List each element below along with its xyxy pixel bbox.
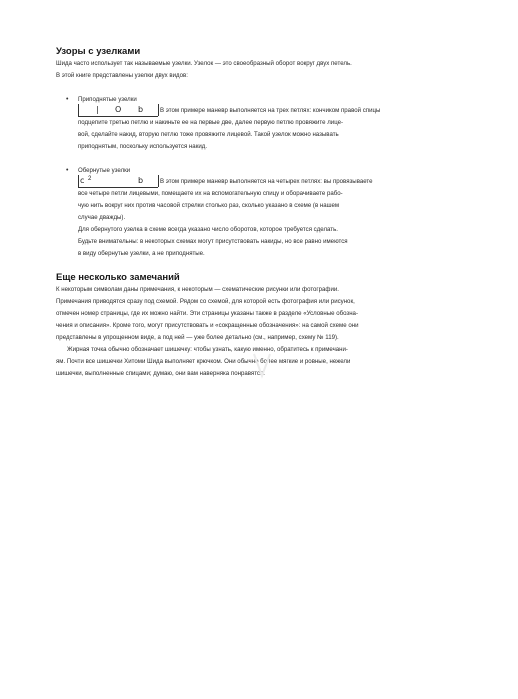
wrapped-text-line-5: Для обернутого узелка в схеме всегда указано число оборотов, которое требуется сделать. [78, 226, 338, 233]
raised-knot-glyph-1: | [96, 105, 99, 114]
wrapped-text-line-6: Будьте внимательны: в некоторых схемах могут присутствовать накиды, но все равно имеются [78, 238, 348, 245]
section-heading-notes: Еще несколько замечаний [56, 272, 180, 283]
intro-line-2: В этой книге представлены узелки двух видов: [56, 72, 188, 79]
bullet-dot: • [66, 96, 69, 103]
wrapped-text-line-1: В этом примере маневр выполняется на четырех петлях: вы провязываете [160, 178, 373, 185]
wrapped-knot-count: 2 [88, 176, 92, 182]
raised-text-line-4: приподнятым, поскольку используется накид. [78, 143, 208, 150]
wrapped-knot-glyph-1: c [80, 176, 85, 185]
bullet-dot: • [66, 167, 69, 174]
raised-knot-symbol [78, 104, 158, 117]
wrapped-text-line-7: в виду обернутые узелки, а не приподнятые. [78, 250, 205, 257]
notes-line-2: Примечания приводятся сразу под схемой. Рядом со схемой, для которой есть фотография или рисунок, [56, 298, 355, 305]
notes-line-4: чения и описания». Кроме того, могут присутствовать и «сокращенные обозначения»: на самой схеме они [56, 322, 359, 329]
notes-line-3: отмечен номер страницы, где их можно найти. Эти страницы указаны также в разделе «Условные обозна- [56, 310, 358, 317]
section-heading-knots: Узоры с узелками [56, 46, 141, 57]
raised-knot-glyph-3: b [138, 105, 144, 114]
wrapped-text-line-2: все четыре петли лицевыми, помещаете их на вспомогательную спицу и оборачиваете рабо- [78, 190, 343, 197]
notes-line-7: ям. Почти все шишечки Хитоми Шида выполняет крючком. Они обычно более мягкие и ровные, нежели [56, 358, 351, 365]
bullet-label-raised: Приподнятые узелки [78, 96, 137, 103]
raised-text-line-1: В этом примере маневр выполняется на трех петлях: кончиком правой спицы [160, 107, 381, 114]
watermark-mark [248, 350, 276, 380]
notes-line-8: шишечки, выполненные спицами; думаю, они вам наверняка понравятся. [56, 370, 265, 377]
bullet-label-wrapped: Обернутые узелки [78, 167, 131, 174]
wrapped-knot-glyph-3: b [138, 176, 144, 185]
notes-line-5: представлены в упрощенном виде, а под ней — уже более детально (см., например, схему № 119). [56, 334, 339, 341]
intro-line-1: Шида часто использует так называемые узелки. Узелок — это своеобразный оборот вокруг двух петель. [56, 60, 352, 67]
raised-knot-glyph-2: O [115, 105, 122, 114]
wrapped-text-line-4: случае дважды). [78, 214, 126, 221]
notes-line-1: К некоторым символам даны примечания, к некоторым — схематические рисунки или фотографии. [56, 286, 339, 293]
raised-text-line-2: подцепите третью петлю и накиньте ее на первые две, далее первую петлю провяжите лице- [78, 119, 344, 126]
wrapped-knot-symbol [78, 175, 158, 188]
notes-line-6: Жирная точка обычно обозначает шишечку: чтобы узнать, какую именно, обратитесь к примечани- [67, 346, 348, 353]
raised-text-line-3: вой, сделайте накид, вторую петлю тоже провяжите лицевой. Такой узелок можно называть [78, 131, 339, 138]
wrapped-text-line-3: чую нить вокруг них против часовой стрелки столько раз, сколько указано в схеме (в нашем [78, 202, 340, 209]
